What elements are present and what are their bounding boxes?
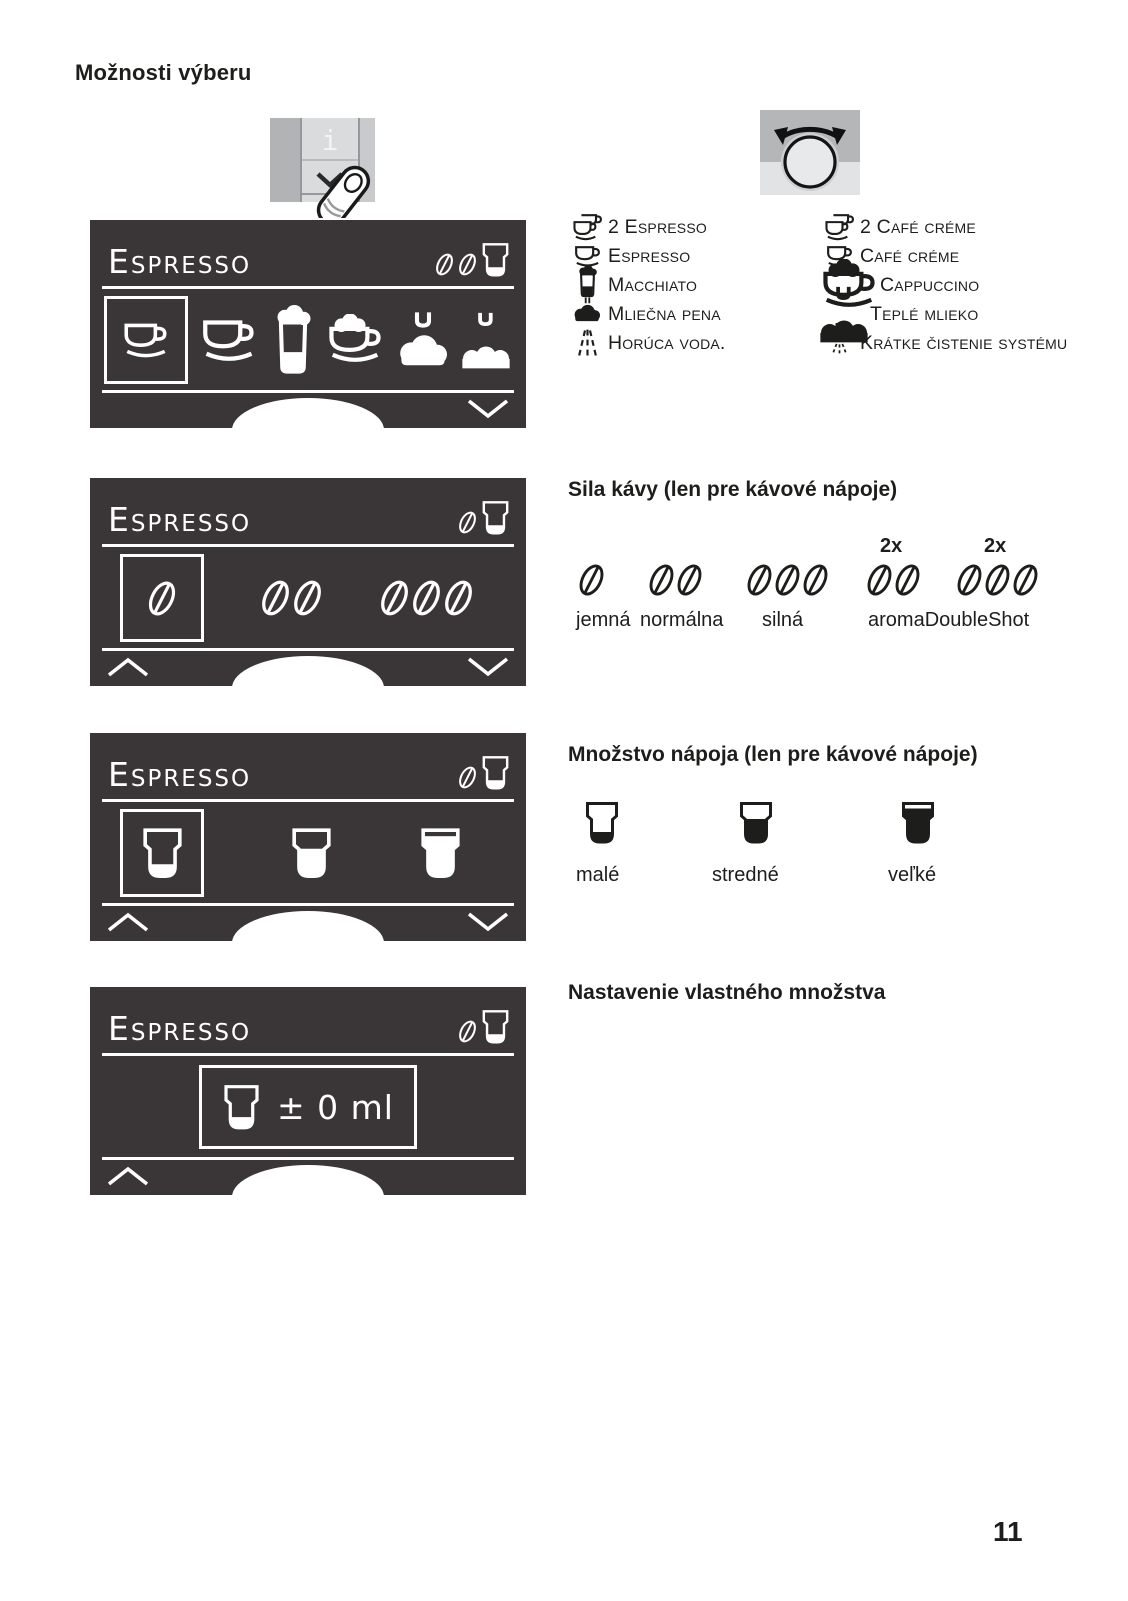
info-button-figure bbox=[270, 118, 375, 218]
display-divider bbox=[102, 799, 514, 802]
coffee-bean-icon bbox=[411, 577, 442, 619]
cup-small-fill-icon bbox=[481, 755, 510, 791]
coffee-bean-icon bbox=[866, 561, 893, 599]
volume-heading: Množstvo nápoja (len pre kávové nápoje) bbox=[568, 743, 978, 766]
drink-label: Mliečna pena bbox=[608, 302, 721, 325]
drink-list-item bbox=[566, 328, 816, 357]
strength-beans-1 bbox=[578, 561, 605, 599]
drink-option-coffee-cup bbox=[197, 315, 261, 365]
size-option-large bbox=[419, 827, 462, 880]
drink-list-item bbox=[566, 299, 816, 328]
chevron-up-icon bbox=[106, 1165, 150, 1187]
drink-list-item bbox=[818, 299, 1118, 328]
display-divider bbox=[102, 544, 514, 547]
strength-beans-3 bbox=[956, 561, 1039, 599]
drink-option-warm-milk bbox=[460, 310, 512, 370]
display-content bbox=[90, 1057, 526, 1157]
drink-label: 2 Café créme bbox=[860, 215, 976, 238]
custom-volume-heading: Nastavenie vlastného množstva bbox=[568, 981, 886, 1004]
cup-small-fill-icon bbox=[481, 242, 510, 278]
coffee-bean-icon bbox=[379, 577, 410, 619]
drink-list-right bbox=[818, 212, 1118, 357]
coffee-bean-icon bbox=[648, 561, 675, 599]
display-title: Espresso bbox=[108, 755, 252, 794]
display-divider bbox=[102, 390, 514, 393]
display-content bbox=[90, 548, 526, 648]
coffee-bean-icon bbox=[802, 561, 829, 599]
double-shot-multiplier: 2x bbox=[984, 535, 1007, 557]
custom-volume-box bbox=[199, 1065, 417, 1149]
volume-cup-medium bbox=[738, 800, 774, 846]
cup-large-fill-icon bbox=[419, 827, 462, 880]
drink-list-item bbox=[566, 270, 816, 299]
chevron-down-icon bbox=[466, 398, 510, 420]
display-status bbox=[435, 242, 510, 278]
milk-foam-cloud-icon bbox=[572, 304, 602, 324]
size-option-medium bbox=[290, 827, 333, 880]
volume-label: veľké bbox=[888, 864, 937, 886]
strength-option-2-beans bbox=[260, 577, 323, 619]
drink-label: Krátke čistenie systému bbox=[860, 331, 1068, 354]
rotary-knob bbox=[785, 137, 835, 187]
coffee-bean-icon bbox=[746, 561, 773, 599]
strength-label: silná bbox=[762, 609, 804, 631]
coffee-bean-icon bbox=[984, 561, 1011, 599]
drink-label: 2 Espresso bbox=[608, 215, 707, 238]
strength-label: jemná bbox=[576, 609, 631, 631]
drink-option-cappuccino bbox=[324, 314, 386, 366]
display-drink-menu bbox=[90, 220, 526, 428]
drink-list-item bbox=[818, 328, 1118, 357]
strength-option-3-beans bbox=[379, 577, 474, 619]
strength-options bbox=[566, 535, 1066, 645]
volume-label: malé bbox=[576, 864, 620, 886]
drink-list-item bbox=[818, 212, 1118, 241]
display-status bbox=[458, 1009, 510, 1045]
display-drink-size bbox=[90, 733, 526, 941]
volume-label: stredné bbox=[712, 864, 779, 886]
strength-beans-3 bbox=[746, 561, 829, 599]
coffee-bean-icon bbox=[458, 251, 477, 278]
knob-notch bbox=[232, 398, 384, 462]
coffee-bean-icon bbox=[1012, 561, 1039, 599]
display-divider bbox=[102, 1157, 514, 1160]
display-coffee-strength bbox=[90, 478, 526, 686]
display-content bbox=[90, 290, 526, 390]
cleaning-icon bbox=[830, 322, 849, 363]
coffee-bean-icon bbox=[894, 561, 921, 599]
size-option-small bbox=[120, 809, 204, 897]
cup-large-fill-icon bbox=[900, 800, 936, 846]
strength-heading: Sila kávy (len pre kávové nápoje) bbox=[568, 478, 898, 501]
display-divider bbox=[102, 648, 514, 651]
drink-label: Macchiato bbox=[608, 273, 698, 296]
double-shot-label: aromaDoubleShot bbox=[868, 609, 1030, 631]
coffee-bean-icon bbox=[292, 577, 323, 619]
coffee-bean-icon bbox=[458, 1018, 477, 1045]
display-divider bbox=[102, 286, 514, 289]
coffee-cup-icon bbox=[197, 315, 261, 365]
display-title: Espresso bbox=[108, 500, 252, 539]
double-cup-icon bbox=[571, 213, 603, 241]
page-title: Možnosti výberu bbox=[75, 60, 252, 85]
espresso-cup-icon bbox=[120, 319, 172, 361]
drink-list-item bbox=[566, 241, 816, 270]
volume-cup-large bbox=[900, 800, 936, 846]
coffee-bean-icon bbox=[435, 251, 454, 278]
info-icon: i bbox=[321, 124, 339, 157]
strength-beans-2 bbox=[866, 561, 921, 599]
drink-option-espresso-cup bbox=[104, 296, 188, 384]
coffee-bean-icon bbox=[260, 577, 291, 619]
drink-label: Café créme bbox=[860, 244, 960, 267]
drink-list-item bbox=[566, 212, 816, 241]
knob-notch bbox=[232, 911, 384, 975]
coffee-bean-icon bbox=[458, 509, 477, 536]
cup-small-fill-icon bbox=[481, 500, 510, 536]
cup-small-fill-icon bbox=[481, 1009, 510, 1045]
display-status bbox=[458, 755, 510, 791]
strength-beans-2 bbox=[648, 561, 703, 599]
chevron-up-icon bbox=[106, 911, 150, 933]
double-shot-multiplier: 2x bbox=[880, 535, 903, 557]
knob-notch bbox=[232, 656, 384, 720]
cup-medium-fill-icon bbox=[738, 800, 774, 846]
drink-option-milk-foam bbox=[395, 310, 451, 370]
cup-medium-fill-icon bbox=[290, 827, 333, 880]
drink-option-macchiato-glass bbox=[270, 305, 316, 375]
macchiato-stem-icon bbox=[575, 265, 600, 305]
drink-label: Espresso bbox=[608, 244, 691, 267]
drink-label: Horúca voda. bbox=[608, 331, 726, 354]
display-divider bbox=[102, 1053, 514, 1056]
double-cup-icon bbox=[823, 213, 855, 241]
coffee-bean-icon bbox=[443, 577, 474, 619]
cup-small-fill-icon bbox=[222, 1084, 261, 1131]
display-divider bbox=[102, 903, 514, 906]
macchiato-glass-icon bbox=[270, 305, 316, 375]
coffee-bean-icon bbox=[147, 578, 177, 619]
display-custom-volume bbox=[90, 987, 526, 1195]
cup-small-fill-icon bbox=[584, 800, 620, 846]
cup-small-fill-icon bbox=[141, 827, 184, 880]
knob-notch bbox=[232, 1165, 384, 1229]
chevron-down-icon bbox=[466, 656, 510, 678]
strength-label: normálna bbox=[640, 609, 724, 631]
strength-option-1-beans bbox=[120, 554, 204, 642]
coffee-bean-icon bbox=[458, 764, 477, 791]
volume-cup-small bbox=[584, 800, 620, 846]
chevron-up-icon bbox=[106, 656, 150, 678]
warm-milk-icon bbox=[460, 310, 512, 370]
chevron-down-icon bbox=[466, 911, 510, 933]
coffee-bean-icon bbox=[676, 561, 703, 599]
hot-water-icon bbox=[574, 328, 601, 358]
display-title: Espresso bbox=[108, 242, 252, 281]
coffee-bean-icon bbox=[578, 561, 605, 599]
drink-list-left bbox=[566, 212, 816, 357]
page-number: 11 bbox=[993, 1516, 1023, 1547]
custom-volume-value: ± 0 ml bbox=[277, 1087, 394, 1127]
coffee-bean-icon bbox=[774, 561, 801, 599]
drink-label: Cappuccino bbox=[880, 273, 980, 296]
volume-options bbox=[566, 800, 1066, 900]
display-title: Espresso bbox=[108, 1009, 252, 1048]
drink-label: Teplé mlieko bbox=[870, 302, 979, 325]
cappuccino-icon bbox=[324, 314, 386, 366]
milk-foam-icon bbox=[395, 310, 451, 370]
rotary-knob-figure bbox=[760, 110, 860, 195]
display-content bbox=[90, 803, 526, 903]
display-status bbox=[458, 500, 510, 536]
coffee-bean-icon bbox=[956, 561, 983, 599]
